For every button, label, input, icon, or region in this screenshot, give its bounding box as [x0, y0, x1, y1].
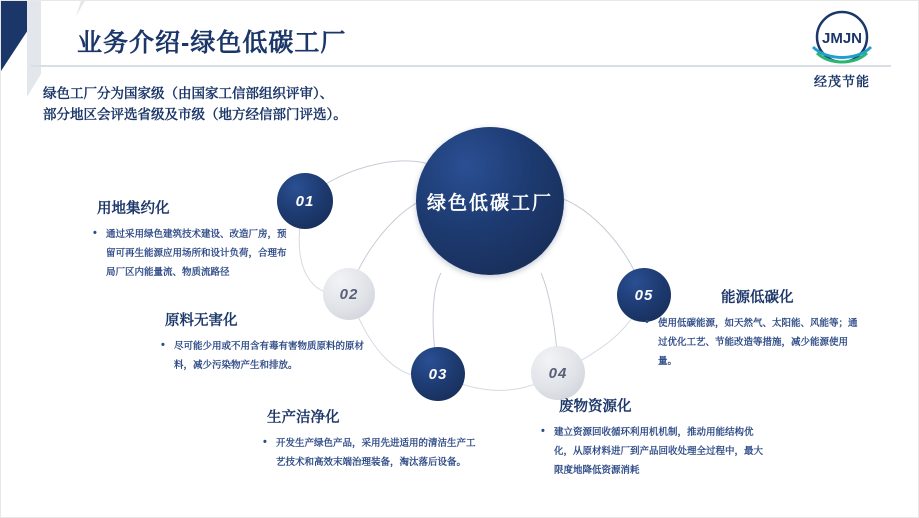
node-number-04: 04: [548, 364, 568, 382]
text-block-energy-body: • 使用低碳能源，如天然气、太阳能、风能等；通过优化工艺、节能改造等措施，减少能源使用量。: [645, 314, 865, 371]
page-title: 业务介绍-绿色低碳工厂: [77, 29, 347, 57]
node-number-01: 01: [295, 192, 315, 210]
company-logo: [794, 9, 890, 95]
node-bubble-04[interactable]: [531, 346, 585, 400]
logo-mark-icon: [807, 9, 877, 69]
text-block-waste-heading: 废物资源化: [559, 399, 632, 415]
text-block-land-heading: 用地集约化: [97, 201, 170, 217]
text-block-land: [93, 197, 293, 282]
text-block-waste-body: • 建立资源回收循环利用机机制，推动用能结构优化，从原材料进厂到产品回收处理全过程中，最大限度地降低资源消耗: [541, 423, 767, 480]
node-number-03: 03: [428, 365, 448, 383]
subtitle-block: [43, 83, 347, 125]
title-divider: [31, 65, 891, 67]
node-number-02: 02: [339, 285, 359, 303]
subtitle-line-1: 绿色工厂分为国家级（由国家工信部组织评审）、: [43, 86, 334, 101]
text-block-clean: [263, 406, 479, 472]
logo-company-name: 经茂节能: [813, 74, 870, 89]
node-bubble-03[interactable]: [411, 347, 465, 401]
node-number-05: 05: [634, 286, 654, 304]
text-block-clean-body: • 开发生产绿色产品，采用先进适用的清洁生产工艺技术和高效末端治理装备，淘汰落后设备。: [263, 434, 479, 472]
text-block-energy: [645, 286, 865, 371]
text-block-raw: [161, 309, 371, 375]
text-block-land-body: • 通过采用绿色建筑技术建设、改造厂房，预留可再生能源应用场所和设计负荷，合理布局厂区内能量流、物质流路径: [93, 225, 293, 282]
text-block-raw-body: • 尽可能少用或不用含有毒有害物质原料的原材料，减少污染物产生和排放。: [161, 337, 371, 375]
center-bubble: [416, 127, 564, 275]
center-bubble-label: 绿色低碳工厂: [426, 192, 553, 214]
text-block-clean-heading: 生产洁净化: [267, 410, 340, 426]
text-block-energy-heading: 能源低碳化: [721, 290, 794, 306]
text-block-waste: [541, 395, 767, 480]
svg-text:JMJN: JMJN: [821, 30, 863, 47]
text-block-raw-heading: 原料无害化: [165, 313, 238, 329]
subtitle-line-2: 部分地区会评选省级及市级（地方经信部门评选）。: [43, 107, 347, 122]
